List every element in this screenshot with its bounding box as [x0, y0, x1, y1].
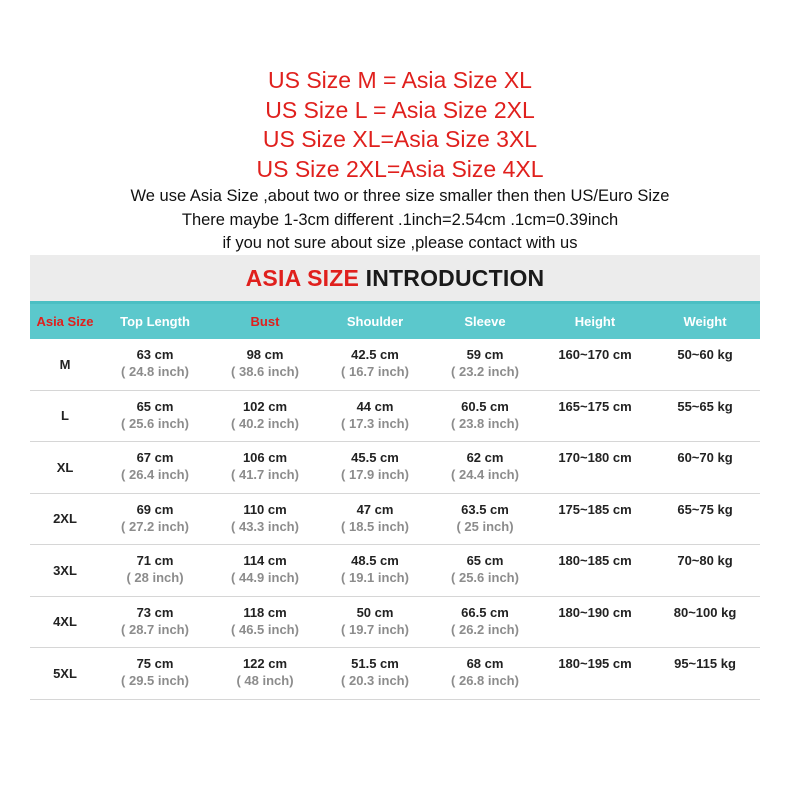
banner-title-black: INTRODUCTION [359, 265, 545, 291]
cell-bust-inch: ( 38.6 inch) [231, 364, 299, 379]
cell-weight [650, 391, 760, 442]
cell-size-value: 5XL [53, 665, 77, 681]
cell-top-length [100, 494, 210, 545]
note-line-3: if you not sure about size ,please contact with us [222, 234, 578, 252]
cell-shoulder-value: 51.5 cm [351, 656, 399, 671]
cell-shoulder-value: 45.5 cm [351, 450, 399, 465]
cell-sleeve [430, 545, 540, 596]
cell-top-length [100, 648, 210, 699]
table-row [30, 339, 760, 391]
cell-shoulder-value: 47 cm [356, 501, 394, 517]
cell-top-length-inch: ( 27.2 inch) [121, 518, 189, 534]
cell-shoulder-inch: ( 19.7 inch) [341, 621, 409, 637]
cell-shoulder-inch: ( 18.5 inch) [341, 518, 409, 534]
table-title-banner [30, 255, 760, 301]
cell-bust-value: 122 cm [242, 656, 288, 671]
cell-top-length [100, 442, 210, 493]
table-row [30, 442, 760, 494]
cell-top-length-inch: ( 24.8 inch) [121, 364, 189, 379]
cell-top-length-value: 75 cm [136, 656, 174, 671]
conversion-line-2: US Size L = Asia Size 2XL [265, 96, 535, 123]
cell-height [540, 648, 650, 699]
banner-title-red: ASIA SIZE [245, 265, 360, 291]
cell-shoulder [320, 648, 430, 699]
cell-size-value: 3XL [53, 562, 77, 578]
cell-size-value: XL [56, 459, 74, 475]
cell-bust-inch: ( 44.9 inch) [231, 570, 299, 585]
cell-weight-value: 80~100 kg [673, 604, 737, 620]
table-row [30, 597, 760, 649]
cell-bust-value: 106 cm [242, 450, 288, 465]
cell-size [30, 391, 100, 442]
header-asia-size: Asia Size [36, 314, 94, 329]
cell-shoulder-inch: ( 19.1 inch) [341, 570, 409, 585]
cell-weight-value: 55~65 kg [677, 398, 733, 414]
cell-size [30, 339, 100, 390]
cell-top-length-inch: ( 28.7 inch) [121, 621, 189, 637]
cell-sleeve-value: 66.5 cm [461, 604, 509, 620]
cell-weight [650, 339, 760, 390]
cell-sleeve [430, 391, 540, 442]
cell-top-length-value: 69 cm [136, 501, 174, 517]
cell-weight [650, 648, 760, 699]
cell-sleeve-inch: ( 25.6 inch) [451, 570, 519, 585]
cell-sleeve-inch: ( 23.2 inch) [451, 364, 519, 379]
conversion-line-1: US Size M = Asia Size XL [268, 67, 532, 93]
cell-weight-value: 95~115 kg [674, 656, 736, 671]
cell-top-length-value: 65 cm [136, 398, 174, 414]
cell-height [540, 597, 650, 648]
cell-height-value: 180~190 cm [558, 604, 632, 620]
note-line-2: There maybe 1-3cm different .1inch=2.54cm .1cm=0.39inch [181, 210, 619, 229]
cell-size-value: 4XL [53, 614, 77, 630]
cell-sleeve-inch: ( 26.2 inch) [451, 621, 519, 637]
cell-top-length [100, 391, 210, 442]
cell-size [30, 442, 100, 493]
header-shoulder: Shoulder [346, 314, 404, 329]
cell-sleeve [430, 648, 540, 699]
cell-weight [650, 494, 760, 545]
cell-top-length [100, 339, 210, 390]
cell-size [30, 494, 100, 545]
cell-height-value: 170~180 cm [558, 450, 632, 465]
cell-size-value: L [61, 408, 69, 424]
cell-shoulder-value: 50 cm [356, 604, 394, 620]
cell-height-value: 165~175 cm [558, 398, 632, 414]
cell-weight [650, 442, 760, 493]
cell-top-length-value: 73 cm [136, 604, 174, 620]
cell-weight-value: 65~75 kg [677, 501, 733, 517]
cell-sleeve-inch: ( 25 inch) [456, 518, 514, 534]
cell-sleeve-value: 63.5 cm [461, 501, 509, 517]
cell-size-value: M [59, 356, 71, 372]
cell-shoulder-inch: ( 17.9 inch) [341, 467, 409, 482]
cell-bust-inch: ( 40.2 inch) [231, 415, 299, 431]
cell-height [540, 442, 650, 493]
cell-sleeve-inch: ( 26.8 inch) [451, 673, 519, 688]
cell-height-value: 180~185 cm [558, 553, 632, 568]
cell-weight-value: 60~70 kg [677, 450, 733, 465]
cell-sleeve-value: 62 cm [466, 450, 504, 465]
cell-sleeve-value: 59 cm [466, 347, 504, 362]
conversion-line-3: US Size XL=Asia Size 3XL [262, 126, 538, 152]
cell-shoulder-inch: ( 17.3 inch) [341, 415, 409, 431]
header-height: Height [574, 314, 616, 329]
table-row [30, 648, 760, 700]
size-notes-block [0, 185, 800, 256]
cell-shoulder-value: 44 cm [356, 398, 394, 414]
cell-shoulder [320, 391, 430, 442]
cell-shoulder [320, 597, 430, 648]
cell-sleeve-value: 65 cm [466, 553, 504, 568]
cell-sleeve-value: 60.5 cm [461, 398, 509, 414]
size-table [30, 301, 760, 700]
cell-shoulder-value: 48.5 cm [351, 553, 399, 568]
cell-shoulder [320, 545, 430, 596]
cell-bust [210, 597, 320, 648]
header-top-length: Top Length [120, 314, 190, 329]
cell-bust-value: 118 cm [243, 604, 287, 620]
cell-top-length-value: 71 cm [136, 553, 174, 568]
cell-sleeve [430, 339, 540, 390]
cell-sleeve-value: 68 cm [466, 656, 504, 671]
cell-top-length [100, 597, 210, 648]
cell-top-length [100, 545, 210, 596]
cell-top-length-inch: ( 28 inch) [126, 570, 184, 585]
conversion-line-4: US Size 2XL=Asia Size 4XL [256, 155, 544, 182]
cell-shoulder-value: 42.5 cm [351, 347, 399, 362]
cell-bust [210, 442, 320, 493]
cell-bust-inch: ( 43.3 inch) [231, 518, 299, 534]
cell-sleeve [430, 597, 540, 648]
cell-height-value: 160~170 cm [558, 347, 632, 362]
cell-bust-value: 114 cm [243, 553, 287, 568]
cell-shoulder-inch: ( 20.3 inch) [341, 673, 409, 688]
cell-weight-value: 50~60 kg [677, 347, 733, 362]
cell-top-length-inch: ( 29.5 inch) [121, 673, 189, 688]
table-row [30, 391, 760, 443]
cell-height [540, 545, 650, 596]
cell-weight [650, 597, 760, 648]
cell-shoulder [320, 494, 430, 545]
cell-bust [210, 494, 320, 545]
cell-sleeve [430, 494, 540, 545]
cell-bust-value: 102 cm [242, 398, 288, 414]
cell-bust-value: 98 cm [246, 347, 284, 362]
header-bust: Bust [250, 314, 280, 329]
cell-top-length-inch: ( 26.4 inch) [121, 467, 189, 482]
cell-weight [650, 545, 760, 596]
size-conversion-block [0, 66, 800, 184]
cell-size [30, 597, 100, 648]
cell-bust [210, 545, 320, 596]
cell-top-length-inch: ( 25.6 inch) [121, 415, 189, 431]
cell-bust-inch: ( 41.7 inch) [231, 467, 299, 482]
cell-bust [210, 391, 320, 442]
cell-height [540, 391, 650, 442]
cell-sleeve-inch: ( 23.8 inch) [451, 415, 519, 431]
cell-shoulder [320, 442, 430, 493]
cell-weight-value: 70~80 kg [677, 553, 733, 568]
cell-height [540, 494, 650, 545]
header-sleeve: Sleeve [464, 314, 506, 329]
header-weight: Weight [683, 314, 727, 329]
cell-bust-inch: ( 48 inch) [236, 673, 294, 688]
cell-sleeve-inch: ( 24.4 inch) [451, 467, 519, 482]
table-row [30, 545, 760, 597]
cell-size [30, 545, 100, 596]
cell-size-value: 2XL [53, 511, 77, 527]
cell-bust [210, 648, 320, 699]
cell-bust-inch: ( 46.5 inch) [231, 621, 299, 637]
table-header-row [30, 301, 760, 339]
cell-sleeve [430, 442, 540, 493]
table-row [30, 494, 760, 546]
cell-shoulder [320, 339, 430, 390]
cell-height-value: 175~185 cm [558, 501, 632, 517]
cell-top-length-value: 63 cm [136, 347, 174, 362]
cell-shoulder-inch: ( 16.7 inch) [341, 364, 409, 379]
cell-top-length-value: 67 cm [136, 450, 174, 465]
note-line-1: We use Asia Size ,about two or three size smaller then then US/Euro Size [130, 187, 670, 205]
cell-bust [210, 339, 320, 390]
cell-bust-value: 110 cm [243, 501, 287, 517]
cell-size [30, 648, 100, 699]
cell-height-value: 180~195 cm [558, 656, 632, 671]
cell-height [540, 339, 650, 390]
table-body [30, 339, 760, 700]
